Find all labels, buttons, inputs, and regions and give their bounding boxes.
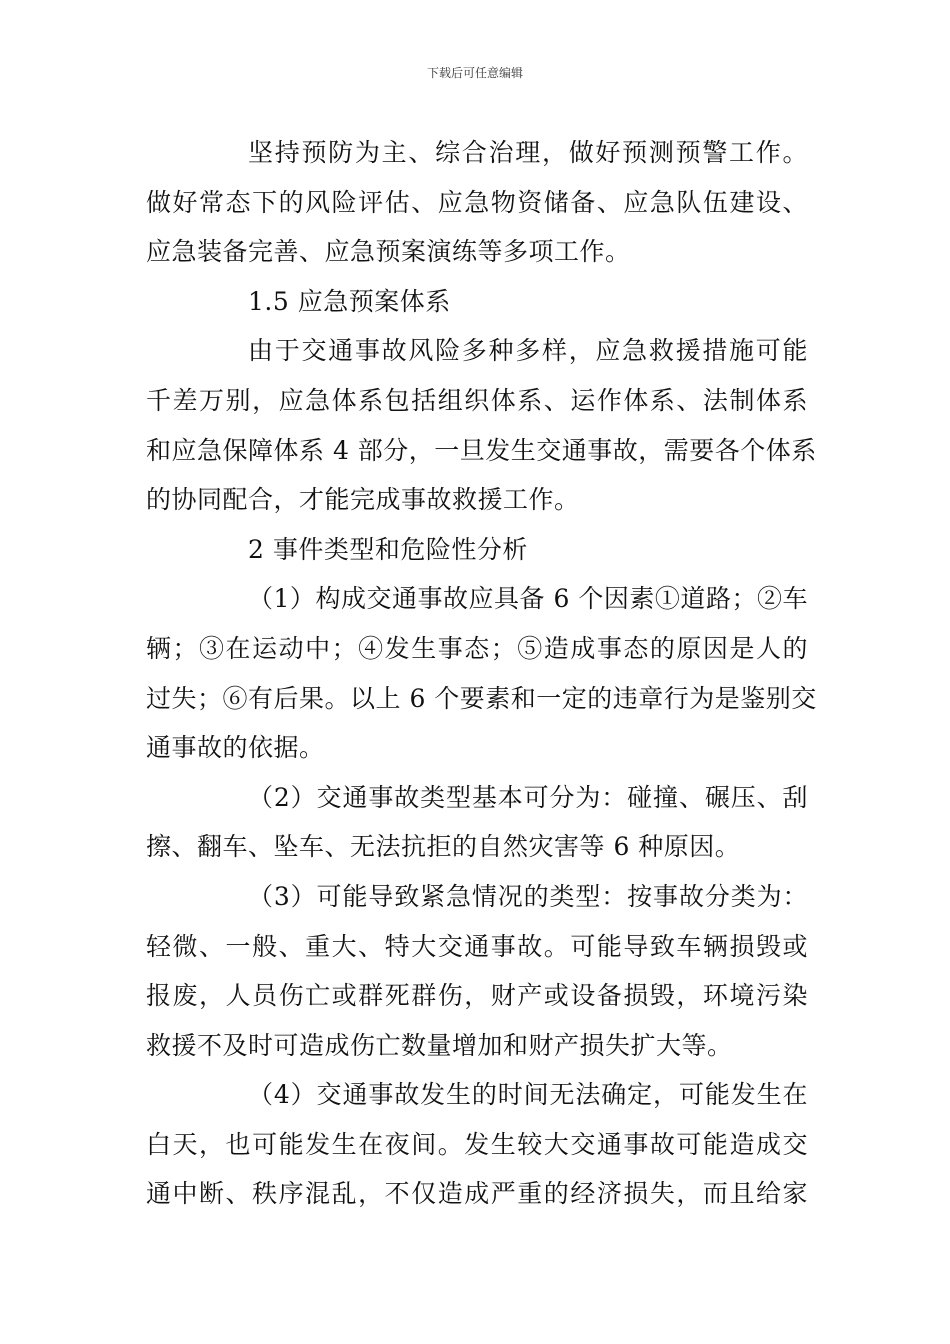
- paragraph-line: 和应急保障体系 4 部分，一旦发生交通事故，需要各个体系: [146, 435, 817, 465]
- paragraph-line: 通中断、秩序混乱，不仅造成严重的经济损失，而且给家: [146, 1179, 808, 1209]
- paragraph-line: 辆；③在运动中；④发生事态；⑤造成事态的原因是人的: [146, 633, 808, 663]
- paragraph-line: （4）交通事故发生的时间无法确定，可能发生在: [248, 1080, 808, 1110]
- paragraph-line: 做好常态下的风险评估、应急物资储备、应急队伍建设、: [146, 187, 808, 217]
- paragraph-line: 轻微、一般、重大、特大交通事故。可能导致车辆损毁或: [146, 931, 808, 961]
- paragraph-line: 通事故的依据。: [146, 733, 325, 763]
- paragraph-line: 白天，也可能发生在夜间。发生较大交通事故可能造成交: [146, 1129, 808, 1159]
- paragraph-line: （1）构成交通事故应具备 6 个因素①道路；②车: [248, 584, 808, 614]
- paragraph-line: 救援不及时可造成伤亡数量增加和财产损失扩大等。: [146, 1030, 733, 1060]
- paragraph-line: 由于交通事故风险多种多样，应急救援措施可能: [248, 336, 808, 366]
- paragraph-line: 报废，人员伤亡或群死群伤，财产或设备损毁，环境污染: [146, 981, 808, 1011]
- paragraph-line: 过失；⑥有后果。以上 6 个要素和一定的违章行为是鉴别交: [146, 683, 817, 713]
- section-heading: 1.5 应急预案体系: [248, 286, 451, 316]
- paragraph-line: 擦、翻车、坠车、无法抗拒的自然灾害等 6 种原因。: [146, 832, 741, 862]
- paragraph-line: （3）可能导致紧急情况的类型：按事故分类为：: [248, 881, 808, 911]
- paragraph-line: 的协同配合，才能完成事故救援工作。: [146, 485, 580, 515]
- paragraph-line: （2）交通事故类型基本可分为：碰撞、碾压、刮: [248, 782, 808, 812]
- paragraph-line: 应急装备完善、应急预案演练等多项工作。: [146, 237, 631, 267]
- paragraph-line: 坚持预防为主、综合治理，做好预测预警工作。: [248, 138, 808, 167]
- page-header: 下载后可任意编辑: [426, 66, 523, 80]
- paragraph-line: 千差万别，应急体系包括组织体系、运作体系、法制体系: [146, 385, 808, 415]
- document-body: [146, 128, 817, 1219]
- section-heading: 2 事件类型和危险性分析: [248, 534, 528, 564]
